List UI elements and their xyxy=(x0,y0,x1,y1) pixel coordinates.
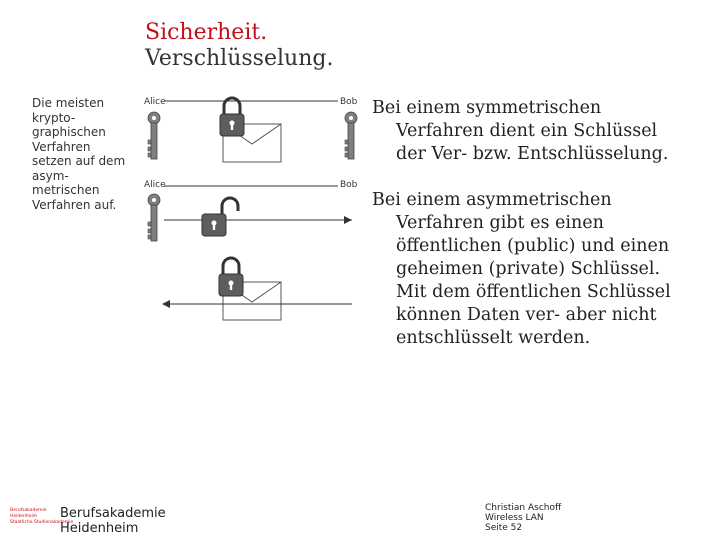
key-icon xyxy=(345,112,357,159)
side-note-line: krypto- xyxy=(32,110,76,125)
bullet-line: öffentlichen (public) und einen xyxy=(396,236,670,256)
footer-author: Christian Aschoff xyxy=(485,503,562,513)
encryption-diagram xyxy=(140,92,365,322)
padlock-icon xyxy=(202,198,238,236)
school-line: Heidenheim xyxy=(60,521,139,536)
alice-label: Alice xyxy=(144,97,166,107)
page-title: Sicherheit. xyxy=(145,20,268,45)
padlock-icon xyxy=(220,98,244,136)
bullet-line: entschlüsselt werden. xyxy=(396,328,591,348)
logo-line: Heidenheim xyxy=(10,514,38,519)
logo-line: Staatliche Studienakademie xyxy=(10,520,74,525)
side-note-line: graphischen xyxy=(32,125,106,139)
bullet-line: Bei einem asymmetrischen xyxy=(372,190,612,210)
logo xyxy=(10,508,74,526)
bullet-line: Verfahren dient ein Schlüssel xyxy=(396,121,658,141)
logo-line: Berufsakademie xyxy=(10,508,47,513)
alice-label: Alice xyxy=(144,180,166,190)
padlock-icon xyxy=(219,258,243,296)
side-note-line: asym- xyxy=(32,168,69,183)
bullet-line: Mit dem öffentlichen Schlüssel xyxy=(396,282,671,302)
bob-label: Bob xyxy=(340,180,358,190)
side-note-line: metrischen xyxy=(32,183,100,197)
school-name xyxy=(60,506,166,536)
side-note xyxy=(32,96,130,212)
footer-page: Seite 52 xyxy=(485,523,523,533)
arrow-right-icon xyxy=(344,216,352,224)
bullet-line: geheimen (private) Schlüssel. xyxy=(396,259,661,279)
side-note-line: setzen auf dem xyxy=(32,154,126,168)
side-note-line: Verfahren auf. xyxy=(32,197,117,212)
bullet-line: Bei einem symmetrischen xyxy=(372,98,602,118)
key-icon xyxy=(148,194,160,241)
side-note-line: Die meisten xyxy=(32,96,105,110)
key-icon xyxy=(148,112,160,159)
bullet-symmetric xyxy=(372,97,702,166)
page-subtitle: Verschlüsselung. xyxy=(145,46,334,71)
footer-info xyxy=(485,503,561,533)
bullet-line: der Ver- bzw. Entschlüsselung. xyxy=(396,144,669,164)
bullet-line: können Daten ver- aber nicht xyxy=(396,305,657,325)
bullet-asymmetric xyxy=(372,189,702,350)
bullet-line: Verfahren gibt es einen xyxy=(396,213,604,233)
bob-label: Bob xyxy=(340,97,358,107)
side-note-line: Verfahren xyxy=(32,139,91,154)
arrow-left-icon xyxy=(162,300,170,308)
school-line: Berufsakademie xyxy=(60,506,166,521)
footer-topic: Wireless LAN xyxy=(485,513,544,523)
